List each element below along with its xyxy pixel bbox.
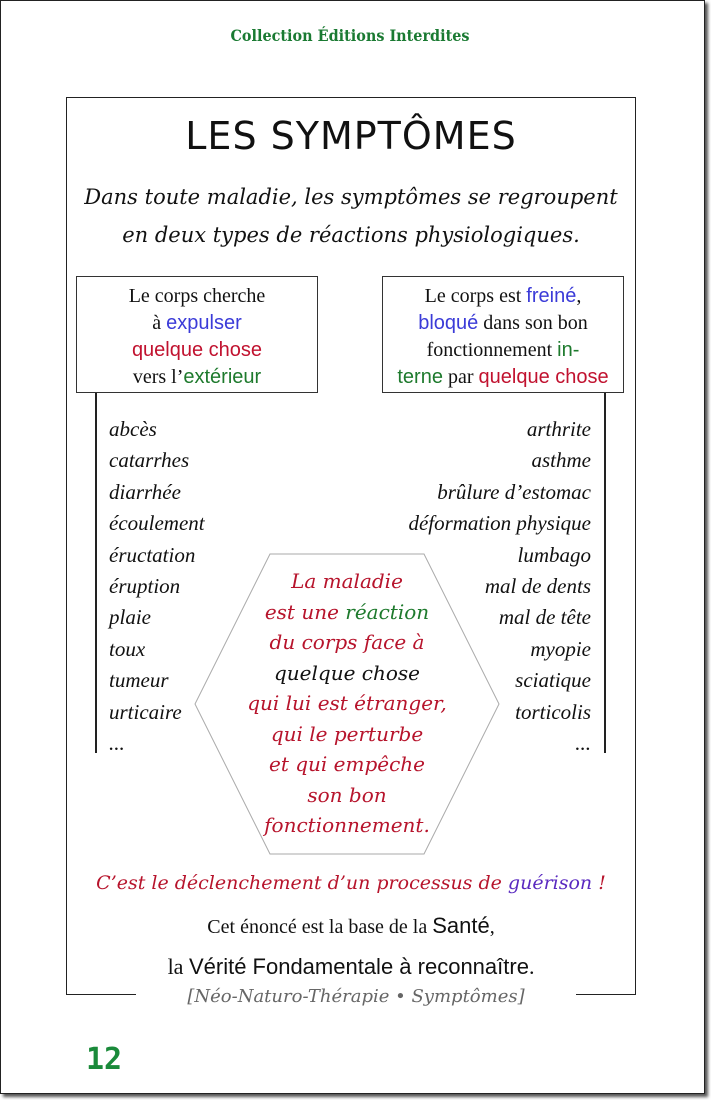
statement-text: la <box>167 954 189 979</box>
keyword-quelque-chose: quelque chose <box>478 366 609 388</box>
right-box-line-1 <box>383 283 623 310</box>
right-box-text: par <box>442 366 479 388</box>
right-box-text: , <box>576 285 582 307</box>
list-item: torticolis <box>515 699 591 724</box>
list-item: sciatique <box>515 668 591 693</box>
statement-text: . <box>528 954 535 979</box>
intro-line-1: Dans toute maladie, les symptômes se regroupent <box>84 185 618 209</box>
page-number: 12 <box>86 1042 123 1077</box>
list-item: éruption <box>109 574 181 599</box>
keyword-interne-part2: terne <box>397 366 443 388</box>
left-box-line-4 <box>77 364 317 391</box>
list-item: myopie <box>530 636 591 661</box>
list-item: ... <box>575 731 591 756</box>
left-box-text: à <box>152 312 167 334</box>
keyword-guerison: guérison <box>507 872 593 894</box>
left-divider-line <box>95 393 97 753</box>
expulsion-box <box>76 276 318 393</box>
list-item: lumbago <box>517 542 591 567</box>
definition-line <box>233 597 461 628</box>
list-item: asthme <box>531 448 591 473</box>
conclusion-text: ! <box>592 872 606 894</box>
keyword-expulser: expulser <box>166 312 242 334</box>
list-item: urticaire <box>109 699 182 724</box>
list-item: mal de tête <box>498 605 591 630</box>
definition-line: et qui empêche <box>268 752 426 776</box>
definition-text: est une <box>264 599 346 624</box>
content-frame <box>66 97 636 995</box>
list-item: déformation physique <box>408 511 591 536</box>
keyword-exterieur: extérieur <box>183 366 262 388</box>
list-item: tumeur <box>109 668 169 693</box>
list-item: diarrhée <box>109 479 181 504</box>
statement-text: Cet énoncé est la base de la <box>207 916 433 938</box>
list-item: écoulement <box>109 511 205 536</box>
keyword-bloque: bloqué <box>418 312 479 334</box>
right-box-text: dans son bon <box>478 312 588 334</box>
footer-caption: [Néo-Naturo-Thérapie • Symptômes] <box>136 986 576 1007</box>
list-item: abcès <box>109 417 157 441</box>
left-box-line-3: quelque chose <box>131 339 263 361</box>
intro-text <box>67 178 635 254</box>
statement-text: , <box>489 916 495 938</box>
list-item: ... <box>109 731 125 756</box>
definition-line: qui le perturbe <box>270 721 424 746</box>
right-box-line-4 <box>383 364 623 391</box>
left-box-line-1: Le corps cherche <box>128 285 266 307</box>
right-box-text: fonctionnement <box>426 339 558 361</box>
definition-line: qui lui est étranger, <box>247 691 447 715</box>
list-item: éructation <box>109 542 196 567</box>
list-item: arthrite <box>526 417 591 441</box>
healing-conclusion <box>67 872 635 894</box>
keyword-verite: Vérité Fondamentale à reconnaître <box>188 954 529 979</box>
keyword-reaction: réaction <box>345 599 430 624</box>
left-box-line-2 <box>77 310 317 337</box>
right-box-text: Le corps est <box>424 285 527 307</box>
keyword-freine: freiné <box>526 285 577 307</box>
list-item: brûlure d’estomac <box>437 479 591 504</box>
right-box-line-3 <box>383 337 623 364</box>
right-box-line-2 <box>383 310 623 337</box>
definition-line: quelque chose <box>273 660 420 685</box>
expulsion-symptoms-list <box>109 414 205 759</box>
list-item: toux <box>109 636 146 661</box>
conclusion-text: C’est le déclenchement d’un processus de <box>96 872 508 894</box>
definition-line: du corps face à <box>269 630 425 654</box>
list-item: catarrhes <box>109 448 190 473</box>
keyword-interne-part1: in- <box>557 339 580 361</box>
definition-line: La maladie <box>291 569 403 593</box>
definition-line: son bon <box>307 782 387 807</box>
intro-line-2: en deux types de réactions physiologiques. <box>122 223 580 247</box>
keyword-sante: Santé <box>432 913 490 938</box>
disease-definition <box>233 566 461 841</box>
statement-line-1 <box>67 913 635 939</box>
right-divider-line <box>604 393 606 753</box>
statement-line-2 <box>67 954 635 980</box>
blockage-box <box>382 276 624 393</box>
list-item: plaie <box>109 605 151 630</box>
page-title: LES SYMPTÔMES <box>185 114 517 158</box>
list-item: mal de dents <box>484 574 591 599</box>
definition-line: fonctionnement. <box>264 813 430 837</box>
left-box-text: vers l’ <box>132 366 184 388</box>
collection-header: Collection Éditions Interdites <box>230 26 470 45</box>
